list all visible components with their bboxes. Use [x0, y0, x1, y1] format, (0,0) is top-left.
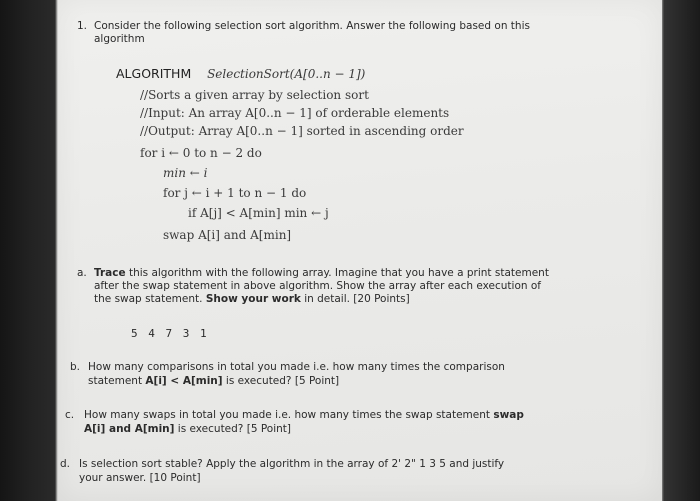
algo-inner-for: for j ← i + 1 to n − 1 do: [163, 186, 307, 200]
part-c-swap-word: swap: [493, 409, 524, 421]
part-c-line-1: [84, 409, 524, 422]
part-b-line-1: How many comparisons in total you made i.e. how many times the comparison: [88, 361, 505, 373]
part-a-line-3-post: in detail. [20 Points]: [300, 293, 410, 305]
part-d-line-2: your answer. [10 Point]: [79, 472, 201, 484]
part-a-line-3: [94, 293, 410, 306]
algo-comment-sorts: //Sorts a given array by selection sort: [140, 88, 369, 102]
intro-line-2: algorithm: [94, 33, 145, 45]
part-a-label: a.: [77, 267, 87, 279]
part-a-line-1: [94, 267, 549, 280]
part-b-line-2: [88, 375, 339, 388]
part-c-line-2: [84, 423, 291, 436]
part-d-label: d.: [60, 458, 71, 470]
part-c-line-1-pre: How many swaps in total you made i.e. how many times the swap statement: [84, 409, 494, 421]
intro-line-1: Consider the following selection sort algorithm. Answer the following based on this: [94, 20, 530, 32]
part-b-comparison: A[i] < A[min]: [145, 375, 223, 387]
part-d-line-1: Is selection sort stable? Apply the algorithm in the array of 2' 2" 1 3 5 and justify: [79, 458, 505, 470]
algo-comment-input: //Input: An array A[0..n − 1] of orderable elements: [140, 106, 450, 120]
algo-min-assign: min ← i: [163, 166, 208, 180]
algo-comment-output: //Output: Array A[0..n − 1] sorted in ascending order: [140, 124, 464, 138]
part-a-lead: Trace: [94, 267, 126, 279]
algo-swap: swap A[i] and A[min]: [163, 228, 292, 242]
part-a-array: 5 4 7 3 1: [131, 327, 209, 340]
algorithm-header: [116, 66, 365, 82]
part-c-line-2-post: is executed? [5 Point]: [174, 423, 292, 435]
part-c-label: c.: [65, 409, 75, 421]
part-c-swap-statement: A[i] and A[min]: [84, 423, 175, 435]
part-b-line-2-pre: statement: [88, 375, 146, 387]
part-b-line-2-post: is executed? [5 Point]: [222, 375, 340, 387]
part-a-line-2: after the swap statement in above algorithm. Show the array after each execution of: [94, 280, 542, 292]
part-a-line-3-bold: Show your work: [205, 293, 301, 305]
algo-if-compare: if A[j] < A[min] min ← j: [188, 206, 329, 220]
part-b-label: b.: [70, 361, 81, 373]
algorithm-heading: ALGORITHM: [116, 66, 192, 81]
part-a-line-1-rest: this algorithm with the following array. Imagine that you have a print statement: [125, 267, 549, 279]
part-a-line-3-pre: the swap statement.: [94, 293, 206, 305]
question-number: 1.: [77, 20, 88, 32]
algorithm-signature: SelectionSort(A[0..n − 1]): [207, 67, 366, 81]
algo-outer-for: for i ← 0 to n − 2 do: [140, 146, 262, 160]
